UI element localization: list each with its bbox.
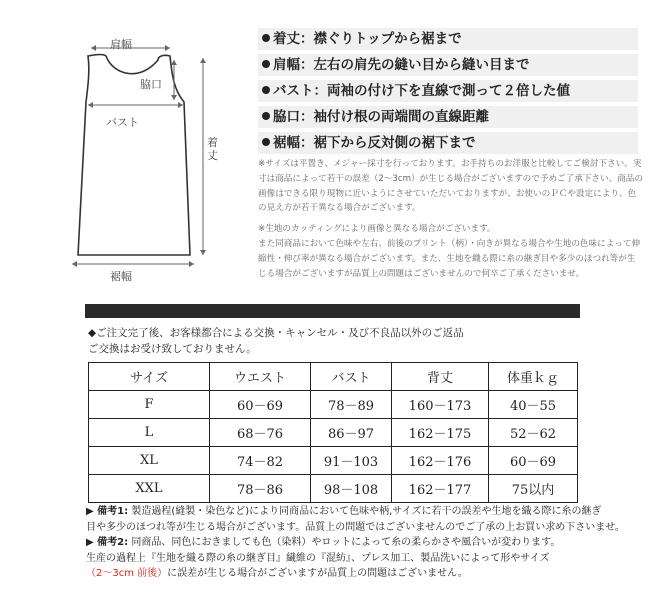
- table-row: [89, 447, 578, 475]
- measurement-text: 着丈：襟ぐりトップから裾まで: [273, 31, 462, 47]
- cell-weight: 75以内: [489, 475, 578, 503]
- length-label: 着丈: [207, 136, 218, 162]
- remark-1-line-2: 目や多少のほつれ等が生じる場合がございます。品質上の問題ではございませんのでご了承の上お買い求め下さいませ。: [86, 521, 625, 533]
- cell-waist: 78－86: [210, 475, 311, 503]
- size-table-header: [89, 363, 578, 391]
- return-notice-line-2: ご交換はお受け致しておりません。: [88, 343, 257, 355]
- remark-2-red-text: （2～3cm 前後）: [86, 568, 168, 580]
- cell-bust: 86－97: [311, 419, 392, 447]
- size-notes: [258, 157, 643, 281]
- cell-weight: 52－62: [489, 419, 578, 447]
- measurement-row-bust: [258, 80, 638, 102]
- header-weight: 体重ｋｇ: [489, 363, 578, 391]
- remark-2-text: 同商品、同色におきましても色（染料）やロットによって糸の柔らかさや風合いが変わります。: [128, 537, 561, 549]
- measurement-text: バスト：両袖の付け下を直線で測って２倍した値: [273, 83, 570, 99]
- table-row: [89, 475, 578, 503]
- size-note-3: また同商品において色味や左右、前後のプリント（柄）・向きが異なる場合や生地の色味によって伸縮性・伸び率が異なる場合がございます。また、生地を織る際に糸の継ぎ目や多少のほつれ等が生じる場合がございますが品質上の問題はございませんので何卒ご了承くださいませ。: [258, 238, 641, 279]
- remark-2-line-2: 生産の過程上『生地を織る際の糸の継ぎ目』繊維の『混紡』、プレス加工、製品洗いによって形やサイズ: [86, 552, 550, 564]
- cell-size: XL: [89, 447, 210, 475]
- cell-height: 162－177: [392, 475, 489, 503]
- cell-weight: 40－55: [489, 391, 578, 419]
- measurement-row-hem: [258, 132, 638, 154]
- shoulder-label: 肩幅: [110, 38, 132, 51]
- remark-1-text: 製造過程(縫製・染色など)により同商品において色味や柄,サイズに若干の誤差や生地を織る際に糸の継ぎ: [128, 506, 602, 517]
- remark-2-rest: に誤差が生じる場合がございますが品質上の問題はございません。: [167, 568, 468, 580]
- cell-bust: 78－89: [311, 391, 392, 419]
- size-note-2: ※生地のカッティングにより画像と異なる場合がございます。: [258, 224, 496, 235]
- remark-2-head: ▶ 備考2:: [86, 537, 129, 549]
- measurement-row-armhole: [258, 106, 638, 128]
- return-notice-line-1: ◆ご注文完了後、お客様都合による交換・キャンセル・及び不良品以外のご返品: [88, 327, 464, 339]
- measurement-row-shoulder: [258, 54, 638, 76]
- cell-size: XXL: [89, 475, 210, 503]
- header-height: 背丈: [392, 363, 489, 391]
- measurement-text: 裾幅：裾下から反対側の裾下まで: [273, 135, 476, 151]
- armhole-label: 脇口: [140, 78, 162, 91]
- cell-weight: 60－69: [489, 447, 578, 475]
- remark-2-line-1: [86, 535, 646, 551]
- garment-diagram: [58, 30, 248, 290]
- header-size: サイズ: [89, 363, 210, 391]
- cell-height: 160－173: [392, 391, 489, 419]
- cell-height: 162－176: [392, 447, 489, 475]
- cell-height: 162－175: [392, 419, 489, 447]
- section-divider-bar: [85, 304, 580, 318]
- size-table: [88, 362, 578, 503]
- remark-1-head: ▶ 備考1:: [86, 506, 129, 517]
- measurement-text: 肩幅：左右の肩先の縫い目から縫い目まで: [273, 57, 530, 73]
- cell-size: F: [89, 391, 210, 419]
- table-row: [89, 419, 578, 447]
- cell-bust: 98－108: [311, 475, 392, 503]
- cell-waist: 60－69: [210, 391, 311, 419]
- cell-waist: 68－76: [210, 419, 311, 447]
- table-row: [89, 391, 578, 419]
- bullet-dot-icon: [262, 34, 270, 42]
- dress-outline: [78, 55, 190, 256]
- size-note-1: ※サイズは平置き、メジャー採寸を行っております。お手持ちのお洋服と比較してご検討下さい。実寸は商品によって若干の誤差（2～3cm）が生じる場合がございますので予めご了承下さい。商品の画像はできる限り現物に近いようにさせていただいておりますが、お使いのＰＣや設定により、色の見え方が若干異なる場合がございます。: [258, 159, 643, 214]
- hem-label: 裾幅: [110, 270, 132, 283]
- measurement-row-length: [258, 28, 638, 50]
- bust-label: バスト: [106, 116, 139, 129]
- remarks: [86, 504, 646, 582]
- bullet-dot-icon: [262, 86, 270, 94]
- cell-bust: 91－103: [311, 447, 392, 475]
- remark-2-line-3: [86, 566, 646, 582]
- header-bust: バスト: [311, 363, 392, 391]
- cell-size: L: [89, 419, 210, 447]
- bullet-dot-icon: [262, 60, 270, 68]
- bullet-dot-icon: [262, 112, 270, 120]
- header-waist: ウエスト: [210, 363, 311, 391]
- remark-1-line-1: [86, 504, 646, 520]
- cell-waist: 74－82: [210, 447, 311, 475]
- bullet-dot-icon: [262, 138, 270, 146]
- measurement-text: 脇口：袖付け根の両端間の直線距離: [273, 109, 489, 125]
